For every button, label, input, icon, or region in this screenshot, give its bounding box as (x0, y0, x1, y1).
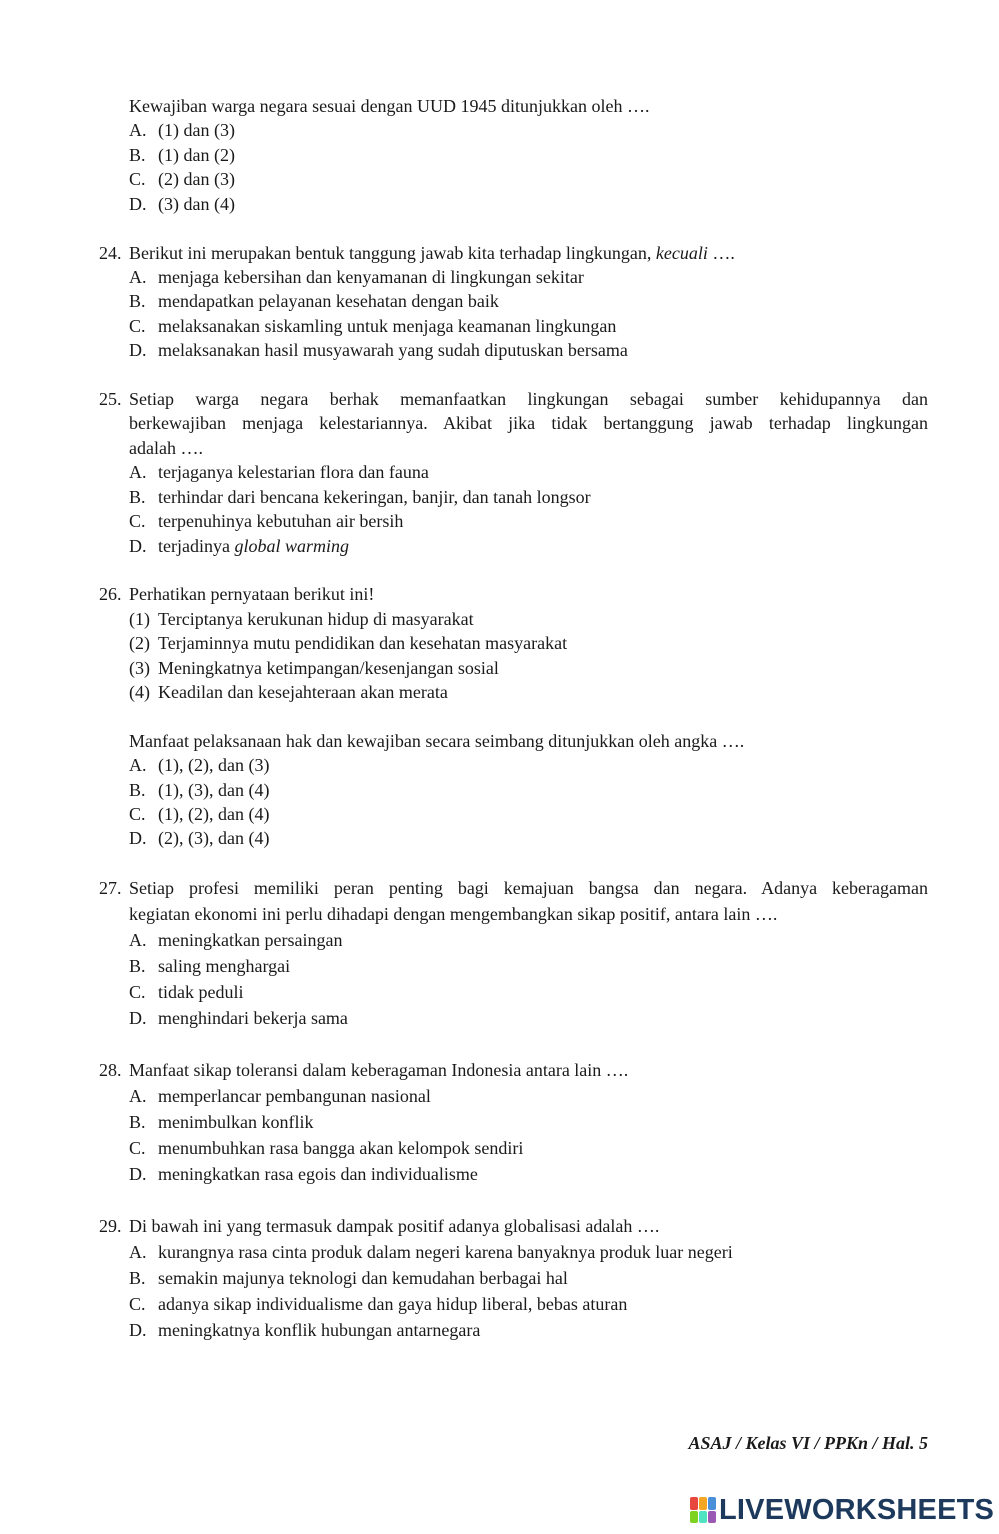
liveworksheets-wordmark: LIVEWORKSHEETS (719, 1493, 995, 1526)
page-footer: ASAJ / Kelas VI / PPKn / Hal. 5 (688, 1433, 928, 1453)
option-text: (3) dan (4) (158, 194, 235, 214)
option-text: terhindar dari bencana kekeringan, banjir, dan tanah longsor (158, 487, 591, 507)
option-text-part: terjadinya (158, 536, 235, 556)
stem-italic: kecuali (655, 243, 708, 263)
option-text-italic: global warming (234, 536, 349, 556)
option-text: (1) dan (2) (158, 145, 235, 165)
question-number: 25. (99, 389, 122, 409)
option-text: (2), (3), dan (4) (158, 828, 270, 848)
question-stem: Perhatikan pernyataan berikut ini! (129, 584, 375, 604)
option-letter: A. (129, 1086, 147, 1106)
option-text: menumbuhkan rasa bangga akan kelompok sendiri (158, 1138, 524, 1158)
question-number: 28. (99, 1060, 122, 1080)
logo-tile (708, 1511, 716, 1524)
option-text: melaksanakan hasil musyawarah yang sudah diputuskan bersama (158, 340, 628, 360)
option-text: terpenuhinya kebutuhan air bersih (158, 511, 404, 531)
option-letter: D. (129, 1008, 147, 1028)
option-text: (1), (2), dan (4) (158, 804, 270, 824)
option-letter: B. (129, 487, 146, 507)
stem-line: kegiatan ekonomi ini perlu dihadapi dengan mengembangkan sikap positif, antara lain …. (129, 904, 778, 925)
option-text: tidak peduli (158, 982, 244, 1002)
question-number: 29. (99, 1216, 122, 1236)
statement-number: (3) (129, 658, 150, 678)
question-prompt: Manfaat pelaksanaan hak dan kewajiban secara seimbang ditunjukkan oleh angka …. (129, 731, 745, 751)
option-letter: A. (129, 120, 147, 140)
statement-number: (2) (129, 633, 150, 653)
option-letter: D. (129, 194, 147, 214)
statement-number: (1) (129, 609, 150, 629)
option-text: melaksanakan siskamling untuk menjaga keamanan lingkungan (158, 316, 617, 336)
option-letter: D. (129, 1164, 147, 1184)
stem-line: Setiap warga negara berhak memanfaatkan lingkungan sebagai sumber kehidupannya dan (129, 389, 928, 409)
option-letter: B. (129, 780, 146, 800)
option-letter: D. (129, 340, 147, 360)
option-letter: A. (129, 462, 147, 482)
option-letter: A. (129, 755, 147, 775)
option-text: menghindari bekerja sama (158, 1008, 348, 1028)
option-letter: D. (129, 536, 147, 556)
option-letter: A. (129, 267, 147, 287)
question-stem: Kewajiban warga negara sesuai dengan UUD 1945 ditunjukkan oleh …. (129, 96, 650, 116)
liveworksheets-grid-icon (690, 1497, 716, 1523)
option-letter: C. (129, 511, 146, 531)
question-stem (129, 387, 928, 460)
option-letter: C. (129, 169, 146, 189)
question-stem: Di bawah ini yang termasuk dampak positif adanya globalisasi adalah …. (129, 1216, 660, 1236)
option-text: mendapatkan pelayanan kesehatan dengan baik (158, 291, 499, 311)
logo-tile (690, 1497, 698, 1510)
option-letter: B. (129, 956, 146, 976)
option-text (158, 534, 349, 558)
logo-tile (690, 1511, 698, 1524)
option-letter: B. (129, 1112, 146, 1132)
stem-part: Berikut ini merupakan bentuk tanggung jawab kita terhadap lingkungan, (129, 243, 656, 263)
option-letter: B. (129, 1268, 146, 1288)
option-text: memperlancar pembangunan nasional (158, 1086, 431, 1106)
stem-part: …. (707, 243, 735, 263)
option-text: saling menghargai (158, 956, 291, 976)
question-stem (129, 241, 735, 265)
option-text: menimbulkan konflik (158, 1112, 314, 1132)
liveworksheets-logo (690, 1494, 994, 1526)
question-stem: Manfaat sikap toleransi dalam keberagaman Indonesia antara lain …. (129, 1060, 629, 1080)
option-letter: D. (129, 1320, 147, 1340)
option-text: terjaganya kelestarian flora dan fauna (158, 462, 429, 482)
option-letter: A. (129, 930, 147, 950)
stem-line: adalah …. (129, 437, 203, 458)
statement-number: (4) (129, 682, 150, 702)
question-stem (129, 876, 928, 927)
option-text: (2) dan (3) (158, 169, 235, 189)
logo-tile (699, 1511, 707, 1524)
option-letter: B. (129, 291, 146, 311)
statement-text: Meningkatnya ketimpangan/kesenjangan sosial (158, 658, 499, 678)
option-text: (1), (3), dan (4) (158, 780, 270, 800)
stem-line: berkewajiban menjaga kelestariannya. Akibat jika tidak bertanggung jawab terhadap lingkungan (129, 413, 928, 434)
option-letter: C. (129, 1294, 146, 1314)
option-letter: C. (129, 982, 146, 1002)
statement-text: Terjaminnya mutu pendidikan dan kesehatan masyarakat (158, 633, 568, 653)
statement-text: Terciptanya kerukunan hidup di masyarakat (158, 609, 474, 629)
question-number: 27. (99, 878, 122, 898)
option-letter: A. (129, 1242, 147, 1262)
option-letter: B. (129, 145, 146, 165)
option-text: adanya sikap individualisme dan gaya hidup liberal, bebas aturan (158, 1294, 628, 1314)
question-number: 24. (99, 243, 122, 263)
option-text: meningkatkan rasa egois dan individualisme (158, 1164, 478, 1184)
option-letter: C. (129, 1138, 146, 1158)
stem-line: Setiap profesi memiliki peran penting bagi kemajuan bangsa dan negara. Adanya keberagaman (129, 878, 928, 898)
option-text: kurangnya rasa cinta produk dalam negeri karena banyaknya produk luar negeri (158, 1242, 733, 1262)
option-text: meningkatkan persaingan (158, 930, 343, 950)
option-text: meningkatnya konflik hubungan antarnegara (158, 1320, 481, 1340)
option-letter: C. (129, 804, 146, 824)
option-text: (1), (2), dan (3) (158, 755, 270, 775)
logo-tile (699, 1497, 707, 1510)
option-letter: C. (129, 316, 146, 336)
option-letter: D. (129, 828, 147, 848)
option-text: (1) dan (3) (158, 120, 235, 140)
question-number: 26. (99, 584, 122, 604)
option-text: menjaga kebersihan dan kenyamanan di lingkungan sekitar (158, 267, 584, 287)
logo-tile (708, 1497, 716, 1510)
statement-text: Keadilan dan kesejahteraan akan merata (158, 682, 448, 702)
option-text: semakin majunya teknologi dan kemudahan berbagai hal (158, 1268, 568, 1288)
